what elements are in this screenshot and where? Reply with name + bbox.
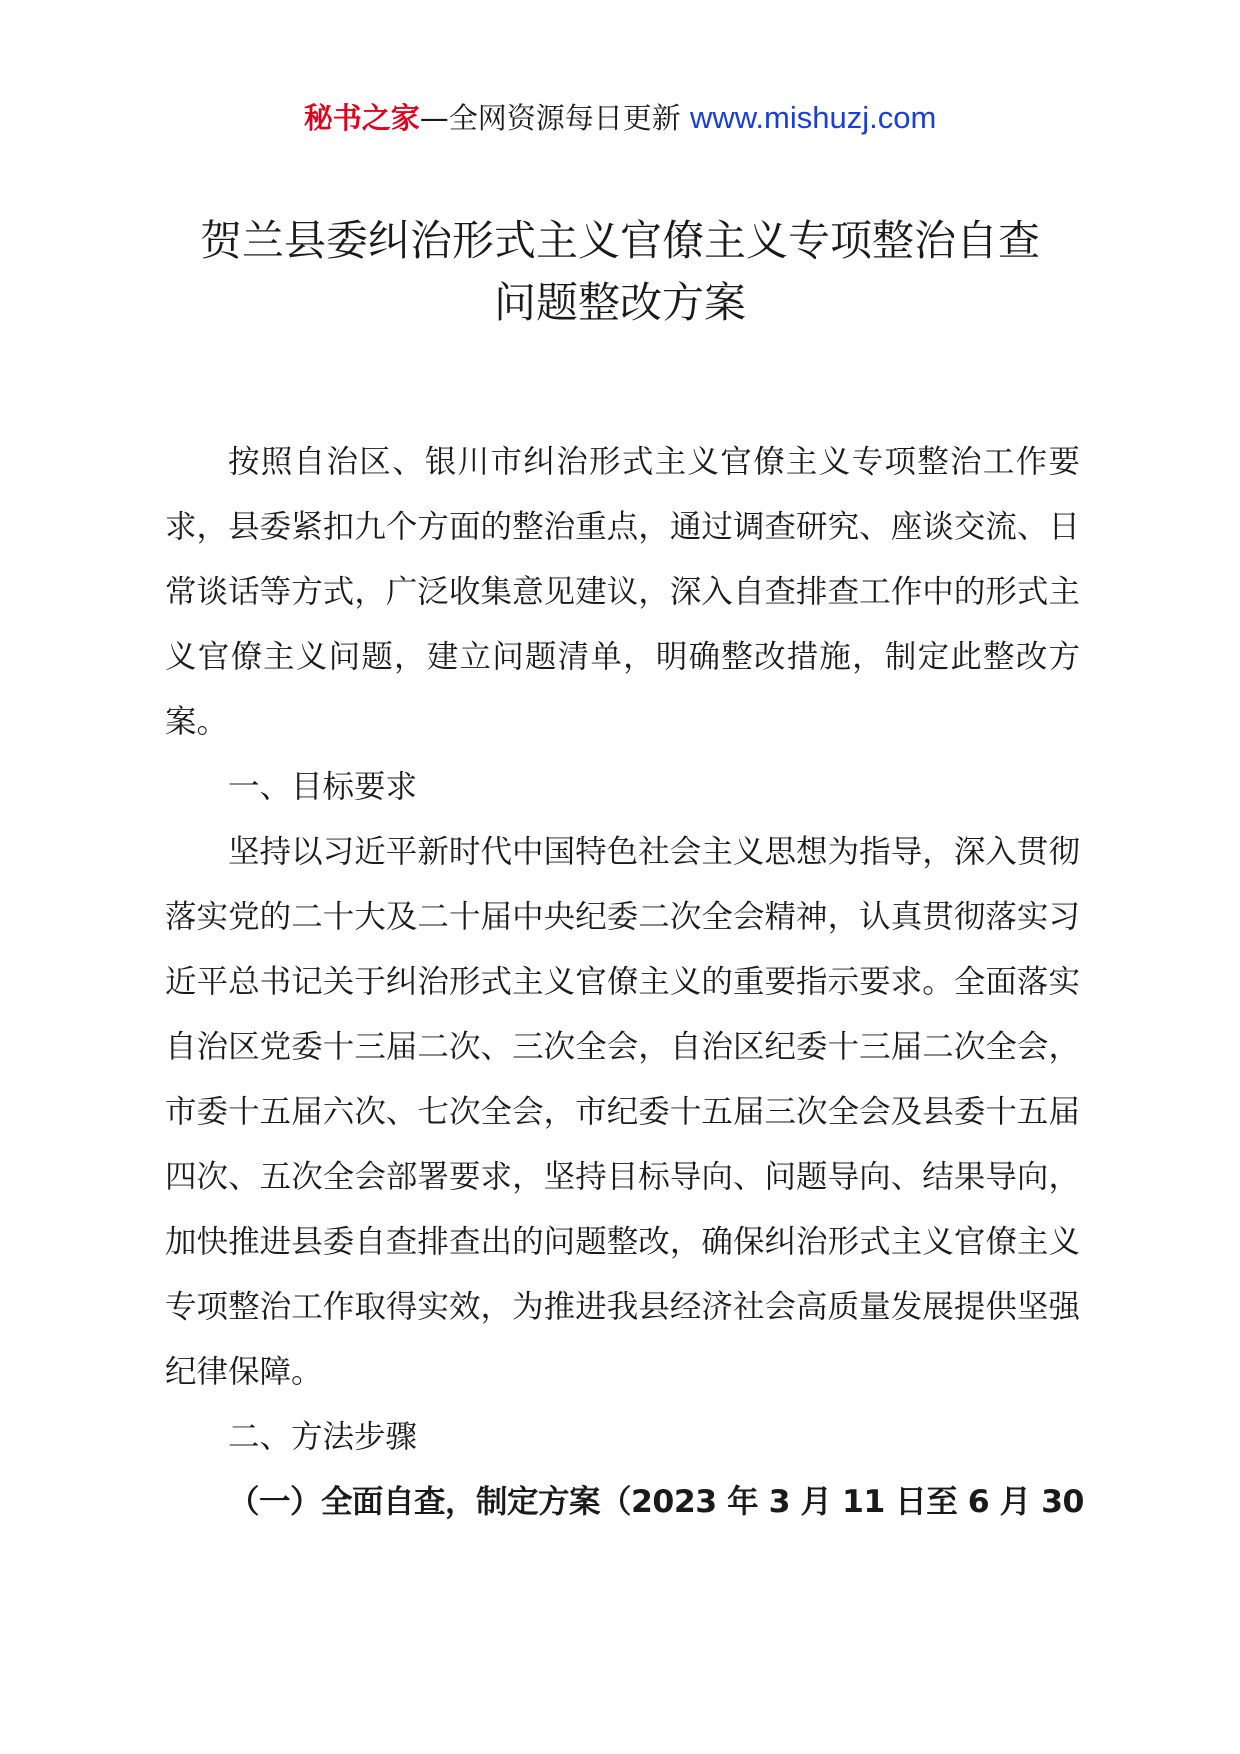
- section-2-subheading-1: （一）全面自查，制定方案（2023 年 3 月 11 日至 6 月 30: [228, 1484, 1084, 1520]
- brand-name: 秘书之家: [303, 101, 420, 135]
- banner-tagline: —全网资源每日更新: [419, 101, 690, 135]
- document-body: [165, 430, 1084, 1535]
- section-2-heading: 二、方法步骤: [228, 1419, 418, 1455]
- title-line-1: 贺兰县委纠治形式主义官僚主义专项整治自查: [199, 216, 1040, 265]
- section-1-paragraph: 坚持以习近平新时代中国特色社会主义思想为指导，深入贯彻落实党的二十大及二十届中央纪委二次全会精神，认真贯彻落实习近平总书记关于纠治形式主义官僚主义的重要指示要求。全面落实自治区党委十三届二次、三次全会，自治区纪委十三届二次全会，市委十五届六次、七次全会，市纪委十五届三次全会及县委十五届四次、五次全会部署要求，坚持目标导向、问题导向、结果导向，加快推进县委自查排查出的问题整改，确保纠治形式主义官僚主义专项整治工作取得实效，为推进我县经济社会高质量发展提供坚强纪律保障。: [165, 834, 1080, 1390]
- site-banner: [0, 98, 1240, 138]
- title-line-2: 问题整改方案: [493, 278, 746, 327]
- document-title: [150, 210, 1090, 334]
- intro-paragraph: 按照自治区、银川市纠治形式主义官僚主义专项整治工作要求，县委紧扣九个方面的整治重点，通过调查研究、座谈交流、日常谈话等方式，广泛收集意见建议，深入自查排查工作中的形式主义官僚主义问题，建立问题清单，明确整改措施，制定此整改方案。: [165, 444, 1080, 740]
- section-1-heading: 一、目标要求: [228, 769, 418, 805]
- site-url-link[interactable]: www.mishuzj.com: [689, 100, 937, 135]
